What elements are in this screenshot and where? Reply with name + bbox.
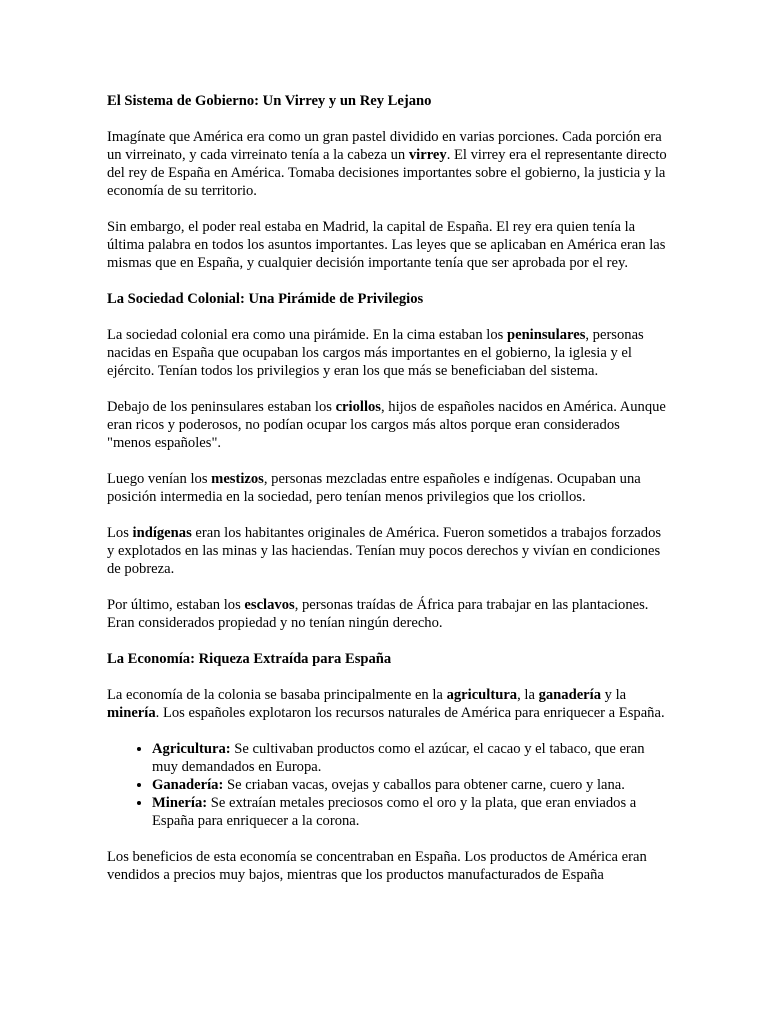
list-item <box>152 776 667 794</box>
text-run: y la <box>601 687 627 703</box>
text-run: , personas traídas de África para trabajar en las plantaciones. Eran considerados propiedad y no tenían ningún derecho. <box>107 597 649 631</box>
bullet-text: Se extraían metales preciosos como el oro y la plata, que eran enviados a España para enriquecer a la corona. <box>152 795 637 829</box>
paragraph-mestizos <box>107 470 667 506</box>
document-body <box>107 92 667 884</box>
bold-term-agricultura: agricultura <box>446 687 518 703</box>
text-run: eran los habitantes originales de América. Fueron sometidos a trabajos forzados y explotados en las minas y las haciendas. Tenían muy pocos derechos y vivían en condiciones de pobreza. <box>107 525 662 577</box>
section-heading-sociedad: La Sociedad Colonial: Una Pirámide de Privilegios <box>107 291 424 307</box>
bullet-text: Se cultivaban productos como el azúcar, el cacao y el tabaco, que eran muy demandados en Europa. <box>152 741 645 775</box>
bullet-term: Minería: <box>152 795 208 811</box>
text-run: La sociedad colonial era como una pirámide. En la cima estaban los <box>107 327 507 343</box>
paragraph-peninsulares <box>107 326 667 380</box>
paragraph-indigenas <box>107 524 667 578</box>
paragraph-criollos <box>107 398 667 452</box>
bold-term-mineria: minería <box>107 705 156 721</box>
list-item <box>152 740 667 776</box>
text-run: Imagínate que América era como un gran pastel dividido en varias porciones. Cada porción era un virreinato, y cada virreinato tenía a la cabeza un <box>107 129 662 163</box>
bullet-term: Ganadería: <box>152 777 224 793</box>
bold-term-indigenas: indígenas <box>132 525 192 541</box>
text-run: . Los españoles explotaron los recursos naturales de América para enriquecer a España. <box>155 705 665 721</box>
bold-term-ganaderia: ganadería <box>538 687 602 703</box>
bullet-text: Se criaban vacas, ovejas y caballos para obtener carne, cuero y lana. <box>223 777 625 793</box>
text-run: , personas mezcladas entre españoles e indígenas. Ocupaban una posición intermedia en la sociedad, pero tenían menos privilegios que los criollos. <box>107 471 641 505</box>
bullet-list-economia <box>107 740 667 830</box>
text-run: La economía de la colonia se basaba principalmente en la <box>107 687 447 703</box>
paragraph-esclavos <box>107 596 667 632</box>
text-run: . El virrey era el representante directo del rey de España en América. Tomaba decisiones importantes sobre el gobierno, la justicia y la economía de su territorio. <box>107 147 667 199</box>
text-run: Los <box>107 525 133 541</box>
text-run: Debajo de los peninsulares estaban los <box>107 399 336 415</box>
section-heading-gobierno: El Sistema de Gobierno: Un Virrey y un Rey Lejano <box>107 93 432 109</box>
text-run: , personas nacidas en España que ocupaban los cargos más importantes en el gobierno, la iglesia y el ejército. Tenían todos los privilegios y eran los que más se beneficiaban del sistema. <box>107 327 644 379</box>
paragraph-beneficios: Los beneficios de esta economía se concentraban en España. Los productos de América eran vendidos a precios muy bajos, mientras que los productos manufacturados de España <box>107 849 647 883</box>
bold-term-mestizos: mestizos <box>211 471 264 487</box>
text-run: , hijos de españoles nacidos en América. Aunque eran ricos y poderosos, no podían ocupar los cargos más altos porque eran considerados "menos españoles". <box>107 399 666 451</box>
bold-term-esclavos: esclavos <box>244 597 295 613</box>
paragraph-virreinato <box>107 128 667 200</box>
text-run: Luego venían los <box>107 471 212 487</box>
section-heading-economia: La Economía: Riqueza Extraída para España <box>107 651 392 667</box>
paragraph-poder-real: Sin embargo, el poder real estaba en Madrid, la capital de España. El rey era quien tenía la última palabra en todos los asuntos importantes. Las leyes que se aplicaban en América eran las mismas que en España, y cualquier decisión importante tenía que ser aprobada por el rey. <box>107 219 666 271</box>
list-item <box>152 794 667 830</box>
bold-term-peninsulares: peninsulares <box>506 327 586 343</box>
text-run: , la <box>517 687 539 703</box>
paragraph-economia <box>107 686 667 722</box>
bold-term-virrey: virrey <box>408 147 447 163</box>
text-run: Por último, estaban los <box>107 597 245 613</box>
bullet-term: Agricultura: <box>152 741 231 757</box>
bold-term-criollos: criollos <box>335 399 381 415</box>
